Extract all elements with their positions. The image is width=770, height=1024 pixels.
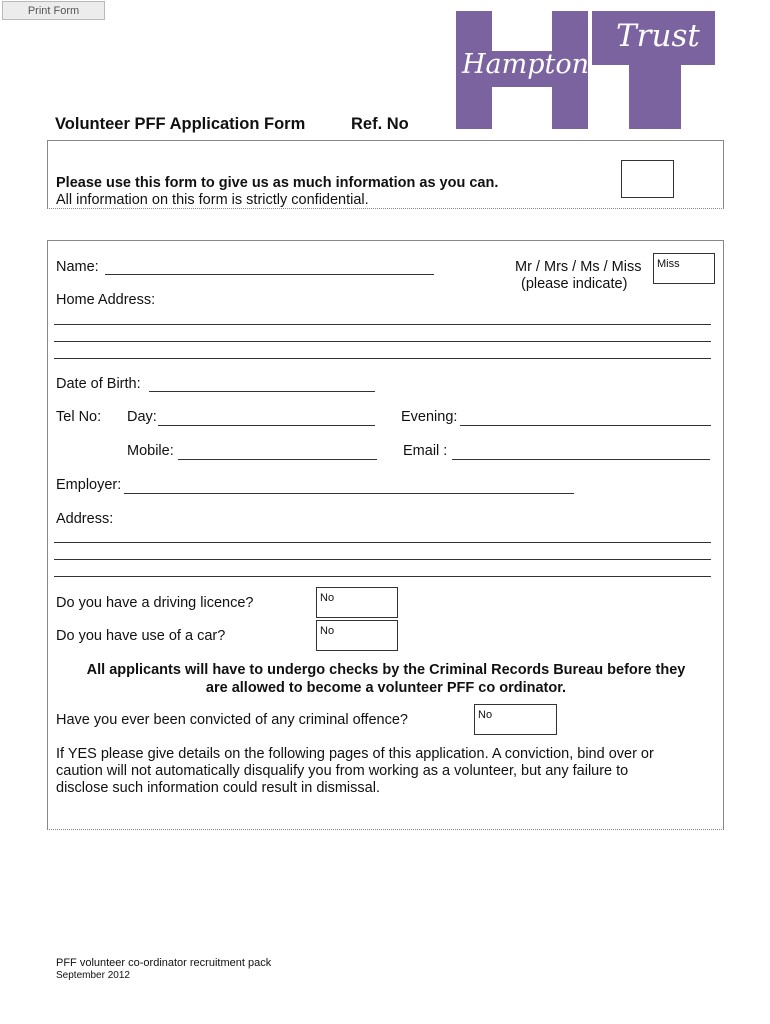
- email-input[interactable]: [452, 459, 710, 460]
- logo-word-hampton: Hampton: [462, 49, 590, 80]
- print-form-button[interactable]: Print Form: [2, 1, 105, 20]
- car-question: Do you have use of a car?: [56, 628, 226, 644]
- home-address-line-1[interactable]: [54, 324, 711, 325]
- name-label: Name:: [56, 259, 99, 275]
- crb-notice-line-1: All applicants will have to undergo checks by the Criminal Records Bureau before they: [86, 662, 686, 678]
- hampton-trust-logo: [456, 11, 716, 131]
- employer-input[interactable]: [124, 493, 574, 494]
- car-input[interactable]: No: [316, 620, 398, 651]
- intro-bold-text: Please use this form to give us as much information as you can.: [56, 175, 499, 191]
- title-input[interactable]: Miss: [653, 253, 715, 284]
- dob-input[interactable]: [149, 391, 375, 392]
- details-line-3: disclose such information could result in dismissal.: [56, 780, 380, 796]
- home-address-line-2[interactable]: [54, 341, 711, 342]
- main-form-box: [47, 240, 724, 830]
- convicted-question: Have you ever been convicted of any criminal offence?: [56, 712, 408, 728]
- driving-licence-question: Do you have a driving licence?: [56, 595, 254, 611]
- mobile-input[interactable]: [178, 459, 377, 460]
- home-address-label: Home Address:: [56, 292, 156, 308]
- evening-phone-input[interactable]: [460, 425, 711, 426]
- name-input[interactable]: [105, 274, 434, 275]
- footer-date: September 2012: [56, 970, 130, 981]
- dob-label: Date of Birth:: [56, 376, 141, 392]
- intro-plain-text: All information on this form is strictly confidential.: [56, 192, 369, 208]
- employer-address-line-1[interactable]: [54, 542, 711, 543]
- details-line-1: If YES please give details on the following pages of this application. A conviction, bind over or: [56, 746, 654, 762]
- day-phone-input[interactable]: [158, 425, 375, 426]
- title-options-label: Mr / Mrs / Ms / Miss: [515, 259, 642, 275]
- ref-no-input[interactable]: [621, 160, 674, 198]
- email-label: Email :: [403, 443, 448, 459]
- driving-licence-input[interactable]: No: [316, 587, 398, 618]
- convicted-input[interactable]: No: [474, 704, 557, 735]
- ref-no-label: Ref. No: [351, 115, 409, 133]
- employer-address-line-2[interactable]: [54, 559, 711, 560]
- tel-label: Tel No:: [56, 409, 102, 425]
- evening-label: Evening:: [401, 409, 458, 425]
- crb-notice-line-2: are allowed to become a volunteer PFF co ordinator.: [205, 680, 567, 696]
- employer-address-line-3[interactable]: [54, 576, 711, 577]
- please-indicate-label: (please indicate): [521, 276, 628, 292]
- logo-word-trust: Trust: [616, 18, 700, 54]
- employer-label: Employer:: [56, 477, 122, 493]
- employer-address-label: Address:: [56, 511, 114, 527]
- home-address-line-3[interactable]: [54, 358, 711, 359]
- day-label: Day:: [127, 409, 157, 425]
- form-title: Volunteer PFF Application Form: [55, 115, 306, 133]
- footer-pack-title: PFF volunteer co-ordinator recruitment pack: [56, 957, 272, 969]
- details-line-2: caution will not automatically disqualify you from working as a volunteer, but any failure to: [56, 763, 629, 779]
- mobile-label: Mobile:: [127, 443, 174, 459]
